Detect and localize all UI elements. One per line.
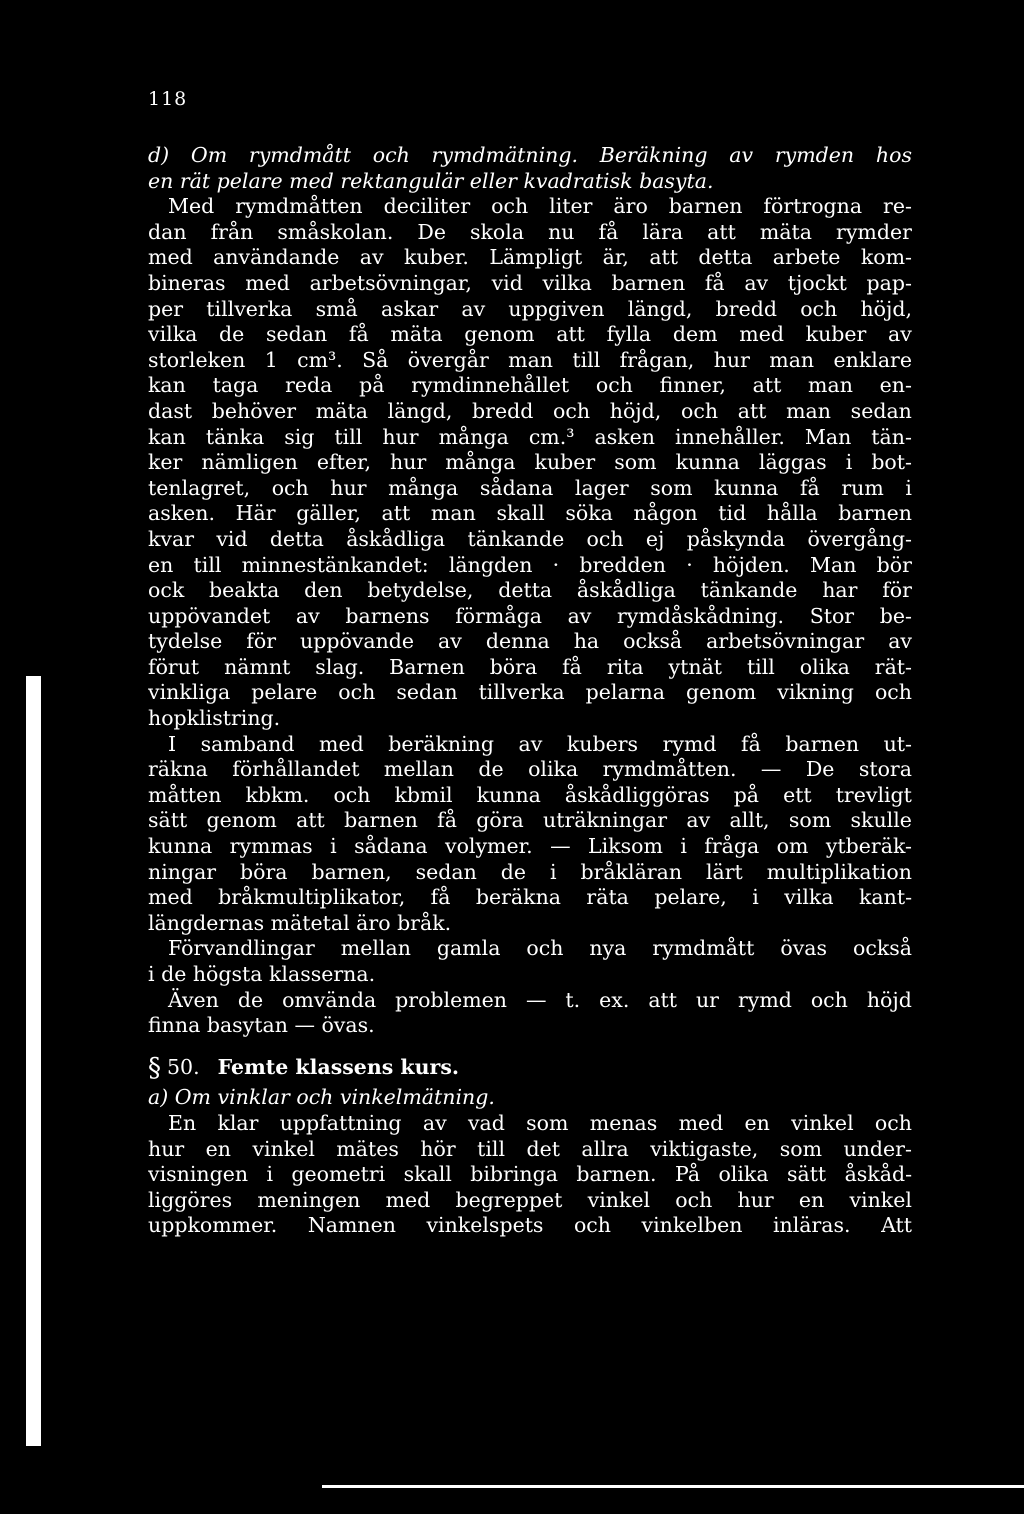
- text-line: vinkliga pelare och sedan tillverka pelarna genom vikning och: [148, 680, 912, 705]
- text-line: hopklistring.: [148, 706, 281, 731]
- paragraph: [148, 936, 912, 987]
- text-line: kan taga reda på rymdinnehållet och finner, att man en-: [148, 373, 912, 398]
- paragraph: [148, 1111, 912, 1239]
- text-line: sätt genom att barnen få göra uträkningar av allt, som skulle: [148, 808, 912, 833]
- text-line: uppkommer. Namnen vinkelspets och vinkelben inläras. Att: [148, 1213, 912, 1238]
- text-line: längdernas mätetal äro bråk.: [148, 910, 452, 935]
- text-line: per tillverka små askar av uppgiven längd, bredd och höjd,: [148, 296, 912, 321]
- text-line: a) Om vinklar och vinkelmätning.: [148, 1085, 495, 1110]
- section-heading: [148, 1052, 912, 1083]
- text-line: asken. Här gäller, att man skall söka någon tid hålla barnen: [148, 501, 912, 526]
- text-line: kan tänka sig till hur många cm.³ asken innehåller. Man tän-: [148, 424, 912, 449]
- text-line: dast behöver mäta längd, bredd och höjd, och att man sedan: [148, 398, 912, 423]
- section-sign: §: [148, 1052, 161, 1083]
- text-line: hur en vinkel mätes hör till det allra viktigaste, som under-: [148, 1136, 912, 1161]
- text-line: liggöres meningen med begreppet vinkel och hur en vinkel: [148, 1187, 912, 1212]
- text-line: En klar uppfattning av vad som menas med en vinkel och: [168, 1110, 912, 1135]
- paragraph: [148, 732, 912, 937]
- text-line: ock beakta den betydelse, detta åskådliga tänkande har för: [148, 578, 912, 603]
- italic-subheading: [148, 143, 912, 194]
- text-line: i de högsta klasserna.: [148, 962, 376, 986]
- text-line: finna basytan — övas.: [148, 1013, 375, 1038]
- text-line: uppövandet av barnens förmåga av rymdåskådning. Stor be-: [148, 603, 912, 628]
- text-line: räkna förhållandet mellan de olika rymdmåtten. — De stora: [148, 757, 912, 782]
- text-line: ker nämligen efter, hur många kuber som kunna läggas i bot-: [148, 450, 912, 475]
- text-line: Även de omvända problemen — t. ex. att ur rymd och höjd: [168, 987, 912, 1012]
- text-line: kunna rymmas i sådana volymer. — Liksom i fråga om ytberäk-: [148, 834, 912, 859]
- section-title: Femte klassens kurs.: [217, 1054, 459, 1079]
- text-line: en rät pelare med rektangulär eller kvadratisk basyta.: [148, 168, 714, 193]
- text-line: vilka de sedan få mäta genom att fylla dem med kuber av: [148, 322, 912, 347]
- text-line: Med rymdmåtten deciliter och liter äro barnen förtrogna re-: [168, 194, 912, 219]
- text-line: en till minnestänkandet: längden · bredden · höjden. Man bör: [148, 552, 912, 577]
- text-line: Förvandlingar mellan gamla och nya rymdmått övas också: [168, 936, 912, 961]
- text-line: ningar böra barnen, sedan de i bråkläran lärt multiplikation: [148, 859, 912, 884]
- text-line: I samband med beräkning av kubers rymd få barnen ut-: [168, 731, 912, 756]
- text-line: tenlagret, och hur många sådana lager som kunna få rum i: [148, 475, 912, 500]
- page-number: 118: [148, 88, 188, 110]
- text-line: bineras med arbetsövningar, vid vilka barnen få av tjockt pap-: [148, 270, 912, 295]
- text-line: med bråkmultiplikator, få beräkna räta pelare, i vilka kant-: [148, 885, 912, 910]
- text-line: kvar vid detta åskådliga tänkande och ej påskynda övergång-: [148, 526, 912, 551]
- paragraph: [148, 194, 912, 731]
- bottom-rule: [322, 1485, 1024, 1488]
- text-line: förut nämnt slag. Barnen böra få rita ytnät till olika rät-: [148, 654, 912, 679]
- text-line: dan från småskolan. De skola nu få lära att mäta rymder: [148, 219, 912, 244]
- text-line: storleken 1 cm³. Så övergår man till frågan, hur man enklare: [148, 347, 912, 372]
- page-text: [148, 143, 912, 1239]
- text-line: med användande av kuber. Lämpligt är, att detta arbete kom-: [148, 245, 912, 270]
- italic-subheading: [148, 1085, 912, 1111]
- text-line: måtten kbkm. och kbmil kunna åskådliggöras på ett trevligt: [148, 782, 912, 807]
- section-number: 50.: [167, 1054, 200, 1079]
- text-line: d) Om rymdmått och rymdmätning. Beräkning av rymden hos: [148, 143, 912, 167]
- scan-edge-bar: [26, 676, 41, 1446]
- text-line: visningen i geometri skall bibringa barnen. På olika sätt åskåd-: [148, 1162, 912, 1187]
- paragraph: [148, 988, 912, 1039]
- text-line: tydelse för uppövande av denna ha också arbetsövningar av: [148, 629, 912, 654]
